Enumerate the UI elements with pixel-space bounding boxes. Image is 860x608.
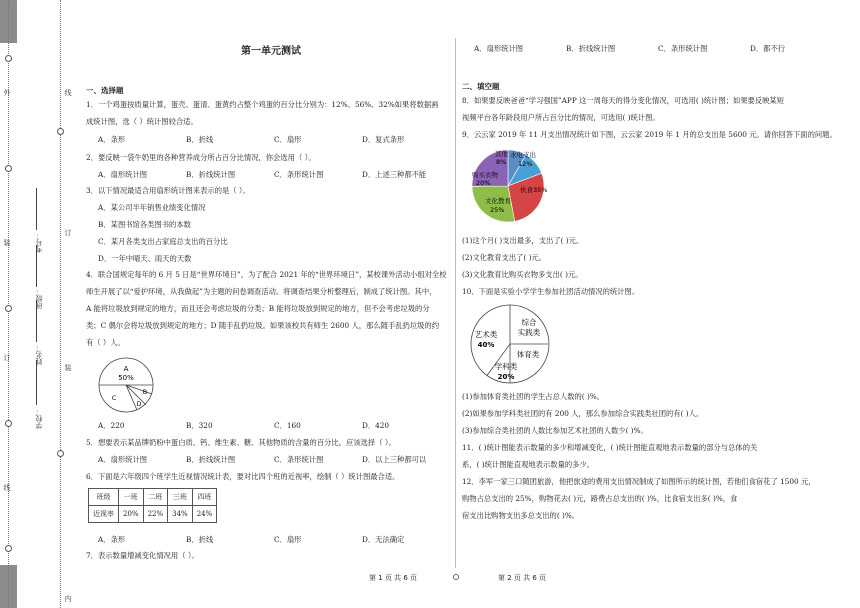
table-row — [89, 506, 217, 523]
page-footer-left: 第 1 页 共 6 页 — [369, 574, 418, 582]
question-10-part-3: (3)参加综合类社团的人数比参加艺术社团的人数少( )%。 — [462, 426, 648, 435]
q2-option-d[interactable]: D．上述三种都不能 — [362, 170, 427, 179]
binding-inner-label: 装 — [64, 364, 72, 372]
right-page — [462, 0, 850, 608]
q5-option-b[interactable]: B．折线统计图 — [186, 455, 236, 464]
binding-outer-label: 线 — [3, 484, 11, 492]
name-field-label: 姓名： — [35, 344, 43, 365]
center-marker-icon — [453, 574, 459, 580]
q7-option-d[interactable]: D．都不行 — [750, 44, 786, 53]
question-12-line-3: 宿支出比购物支出多总支出的( )%。 — [462, 511, 580, 520]
question-6: 6．下面是六年级四个班学生近视情况统计表，要对比四个班的近视率，绘制（ ）统计图最合适。 — [86, 472, 400, 481]
table-cell: 二班 — [143, 489, 168, 506]
table-cell: 34% — [168, 506, 193, 523]
binding-hole — [57, 128, 64, 135]
table-cell: 20% — [119, 506, 144, 523]
q2-option-a[interactable]: A．扇形统计图 — [98, 170, 148, 179]
left-page — [86, 0, 456, 608]
binding-outer-label: 订 — [3, 354, 11, 362]
binding-inner-label: 线 — [64, 89, 72, 97]
q2-option-c[interactable]: C．条形统计图 — [274, 170, 324, 179]
q3-option-a[interactable]: A．某公司半年销售业绩变化情况 — [98, 203, 206, 212]
q6-option-c[interactable]: C．扇形 — [274, 535, 302, 544]
q4-pie-chart — [90, 356, 162, 414]
question-10-part-2: (2)如果参加学科类社团的有 200 人，那么参加综合实践类社团的有( )人。 — [462, 409, 704, 418]
q4-pie-label-c: C — [111, 394, 117, 402]
q10-label-subject: 学科类 — [494, 362, 518, 371]
page-footer-right: 第 2 页 共 6 页 — [498, 574, 547, 582]
q6-option-b[interactable]: B．折线 — [186, 535, 214, 544]
table-header-row — [89, 489, 217, 506]
question-11-line-2: 系，( )统计图能直观地表示数量的多少。 — [462, 460, 595, 469]
binding-inner-label: 订 — [64, 229, 72, 237]
table-cell: 一班 — [119, 489, 144, 506]
q7-option-b[interactable]: B．折线统计图 — [566, 44, 616, 53]
table-cell: 四班 — [192, 489, 217, 506]
q4-option-d[interactable]: D．420 — [362, 421, 390, 430]
q9-label-other: 其他 — [495, 150, 508, 158]
q4-pie-label-d: D — [136, 400, 142, 408]
q1-option-d[interactable]: D．复式条形 — [362, 135, 405, 144]
binding-hole — [5, 55, 12, 62]
question-8-line-2: 视频平台各年龄段用户所占百分比的情况，可选用( )统计图。 — [462, 113, 660, 122]
q9-label-education-pct: 25% — [490, 206, 505, 214]
q10-label-art: 艺术类 — [474, 330, 498, 339]
q9-label-other-pct: 8% — [496, 158, 507, 166]
q6-option-a[interactable]: A．条形 — [98, 535, 126, 544]
question-2: 2．要反映一袋牛奶里的各种营养成分所占百分比情况，你会选用（ ）。 — [86, 153, 316, 162]
question-12-line-2: 购物占总支出的 25%，购物花去( )元，路费占总支出的( )%，比食宿支出多( )%，食 — [462, 494, 738, 503]
q10-label-pe: 体育类 — [516, 350, 540, 359]
q9-label-water: 水电支出 — [510, 151, 536, 159]
q4-pie-label-a: A — [123, 365, 129, 373]
q9-label-clothing: 购买衣物 — [472, 171, 498, 179]
q9-label-education: 文化教育 — [485, 197, 511, 205]
binding-dotted-line-inner — [60, 0, 61, 608]
binding-inner-label: 内 — [64, 595, 72, 603]
q9-label-food: 伙食35% — [520, 186, 548, 194]
q10-label-comprehensive-1: 综合 — [521, 318, 537, 327]
q7-option-a[interactable]: A．扇形统计图 — [474, 44, 524, 53]
question-9: 9．云云家 2019 年 11 月支出情况统计如下图，云云家 2019 年 1 月的总支出是 5600 元。请你回答下面的问题。 — [462, 130, 837, 139]
class-field-label: 班级： — [35, 288, 43, 309]
page-title: 第一单元测试 — [241, 46, 301, 57]
question-7: 7．表示数量增减变化情况用（ ）。 — [86, 551, 199, 560]
q4-option-b[interactable]: B．320 — [186, 421, 213, 430]
q1-option-b[interactable]: B．折线 — [186, 135, 214, 144]
question-5: 5．想要表示某品牌奶粉中蛋白质、钙、维生素、糖、其他物质的含量的百分比，应该选择（ ）。 — [86, 438, 396, 447]
myopia-rate-table — [88, 488, 217, 523]
question-4-line-5: 有（ ）人。 — [86, 338, 125, 347]
q5-option-c[interactable]: C．条形统计图 — [274, 455, 324, 464]
table-cell: 三班 — [168, 489, 193, 506]
question-12-line-1: 12．李军一家三口随团旅游，他把旅途的费用支出情况制成了如图所示的统计图，若他们食宿花了 1500 元， — [462, 477, 816, 486]
q10-label-subject-pct: 20% — [497, 373, 515, 381]
q4-pie-label-b: B — [142, 388, 148, 396]
table-cell: 班级 — [89, 489, 119, 506]
binding-outer-label: 装 — [3, 239, 11, 247]
q9-label-clothing-pct: 20% — [476, 179, 491, 187]
question-1-line-2: 成统计图，选（ ）统计图较合适。 — [86, 117, 198, 126]
binding-hole — [5, 165, 12, 172]
q5-option-d[interactable]: D．以上三种都可以 — [362, 455, 427, 464]
binding-hole — [5, 305, 12, 312]
q10-label-art-pct: 40% — [477, 341, 495, 349]
question-9-part-1: (1)这个月( )支出最多，支出了( )元。 — [462, 236, 584, 245]
question-4-line-2: 师生开展了以“爱护环境，从我做起”为主题的问卷调查活动。将调查结果分析整理后，制成了统计图。其中， — [86, 287, 437, 296]
section-heading-fill: 二、填空题 — [462, 82, 500, 91]
school-field-line[interactable] — [36, 360, 37, 405]
q10-club-pie-chart — [466, 302, 554, 386]
section-heading-choice: 一、选择题 — [86, 86, 124, 95]
table-cell: 近视率 — [89, 506, 119, 523]
exam-number-field-label: 考号： — [35, 232, 43, 253]
binding-hole — [5, 420, 12, 427]
question-4-line-4: 类；C 偶尔会将垃圾放到规定的地方；D 随手乱扔垃圾。如果该校共有师生 2600 人，那么随手乱扔垃圾的约 — [86, 321, 440, 330]
q9-label-water-pct: 12% — [518, 160, 533, 168]
q9-expense-pie-chart — [468, 146, 558, 226]
question-8-line-1: 8．如果要反映爸爸“学习强国”APP 这一周每天的得分变化情况，可选用( )统计图；如果要反映某短 — [462, 96, 785, 105]
question-9-part-3: (3)文化教育比购买衣物多支出( )元。 — [462, 270, 583, 279]
binding-hole — [5, 545, 12, 552]
question-9-part-2: (2)文化教育支出了( )元。 — [462, 253, 547, 262]
q3-option-d[interactable]: D．一年中晴天、雨天的天数 — [98, 254, 192, 263]
question-11-line-1: 11．( )统计图能表示数量的多少和增减变化，( )统计图能直观地表示数量的部分与总体的关 — [462, 443, 758, 452]
table-cell: 22% — [143, 506, 168, 523]
table-cell: 24% — [192, 506, 217, 523]
question-1-line-1: 1．一个鸡蛋按质量计算，蛋壳、蛋清、蛋黄约占整个鸡蛋的百分比分别为：12%、56%、32%如果将数据画 — [86, 100, 439, 109]
q4-pie-label-a-pct: 50% — [118, 374, 134, 382]
q3-option-b[interactable]: B．某图书馆各类图书的本数 — [98, 220, 191, 229]
q1-option-c[interactable]: C．扇形 — [274, 135, 302, 144]
question-4-line-3: A 能将垃圾放到规定的地方，而且还会考虑垃圾的分类；B 能将垃圾放到规定的地方，但不会考虑垃圾的分 — [86, 304, 430, 313]
q2-option-b[interactable]: B．折线统计图 — [186, 170, 236, 179]
q1-option-a[interactable]: A．条形 — [98, 135, 126, 144]
school-field-label: 学校： — [35, 408, 43, 429]
q5-option-a[interactable]: A．扇形统计图 — [98, 455, 148, 464]
q6-option-d[interactable]: D．无法确定 — [362, 535, 405, 544]
binding-hole — [57, 450, 64, 457]
q4-option-c[interactable]: C．160 — [274, 421, 301, 430]
q3-option-c[interactable]: C．某月各类支出占家庭总支出的百分比 — [98, 237, 228, 246]
question-3: 3．以下情况最适合用扇形统计图来表示的是（ ）。 — [86, 186, 250, 195]
question-4-line-1: 4．联合国规定每年的 6 月 5 日是“世界环境日”，为了配合 2021 年的“世界环境日”，某校课外活动小组对全校 — [86, 270, 447, 279]
q10-label-comprehensive-2: 实践类 — [517, 328, 541, 337]
q7-option-c[interactable]: C．条形统计图 — [658, 44, 708, 53]
q4-option-a[interactable]: A．220 — [98, 421, 125, 430]
binding-outer-label: 外 — [3, 89, 11, 97]
exam-number-field-line[interactable] — [36, 188, 37, 230]
question-10-part-1: (1)参加体育类社团的学生占总人数的( )%。 — [462, 392, 605, 401]
question-10: 10．下面是实验小学学生参加社团活动情况的统计图。 — [462, 287, 640, 296]
